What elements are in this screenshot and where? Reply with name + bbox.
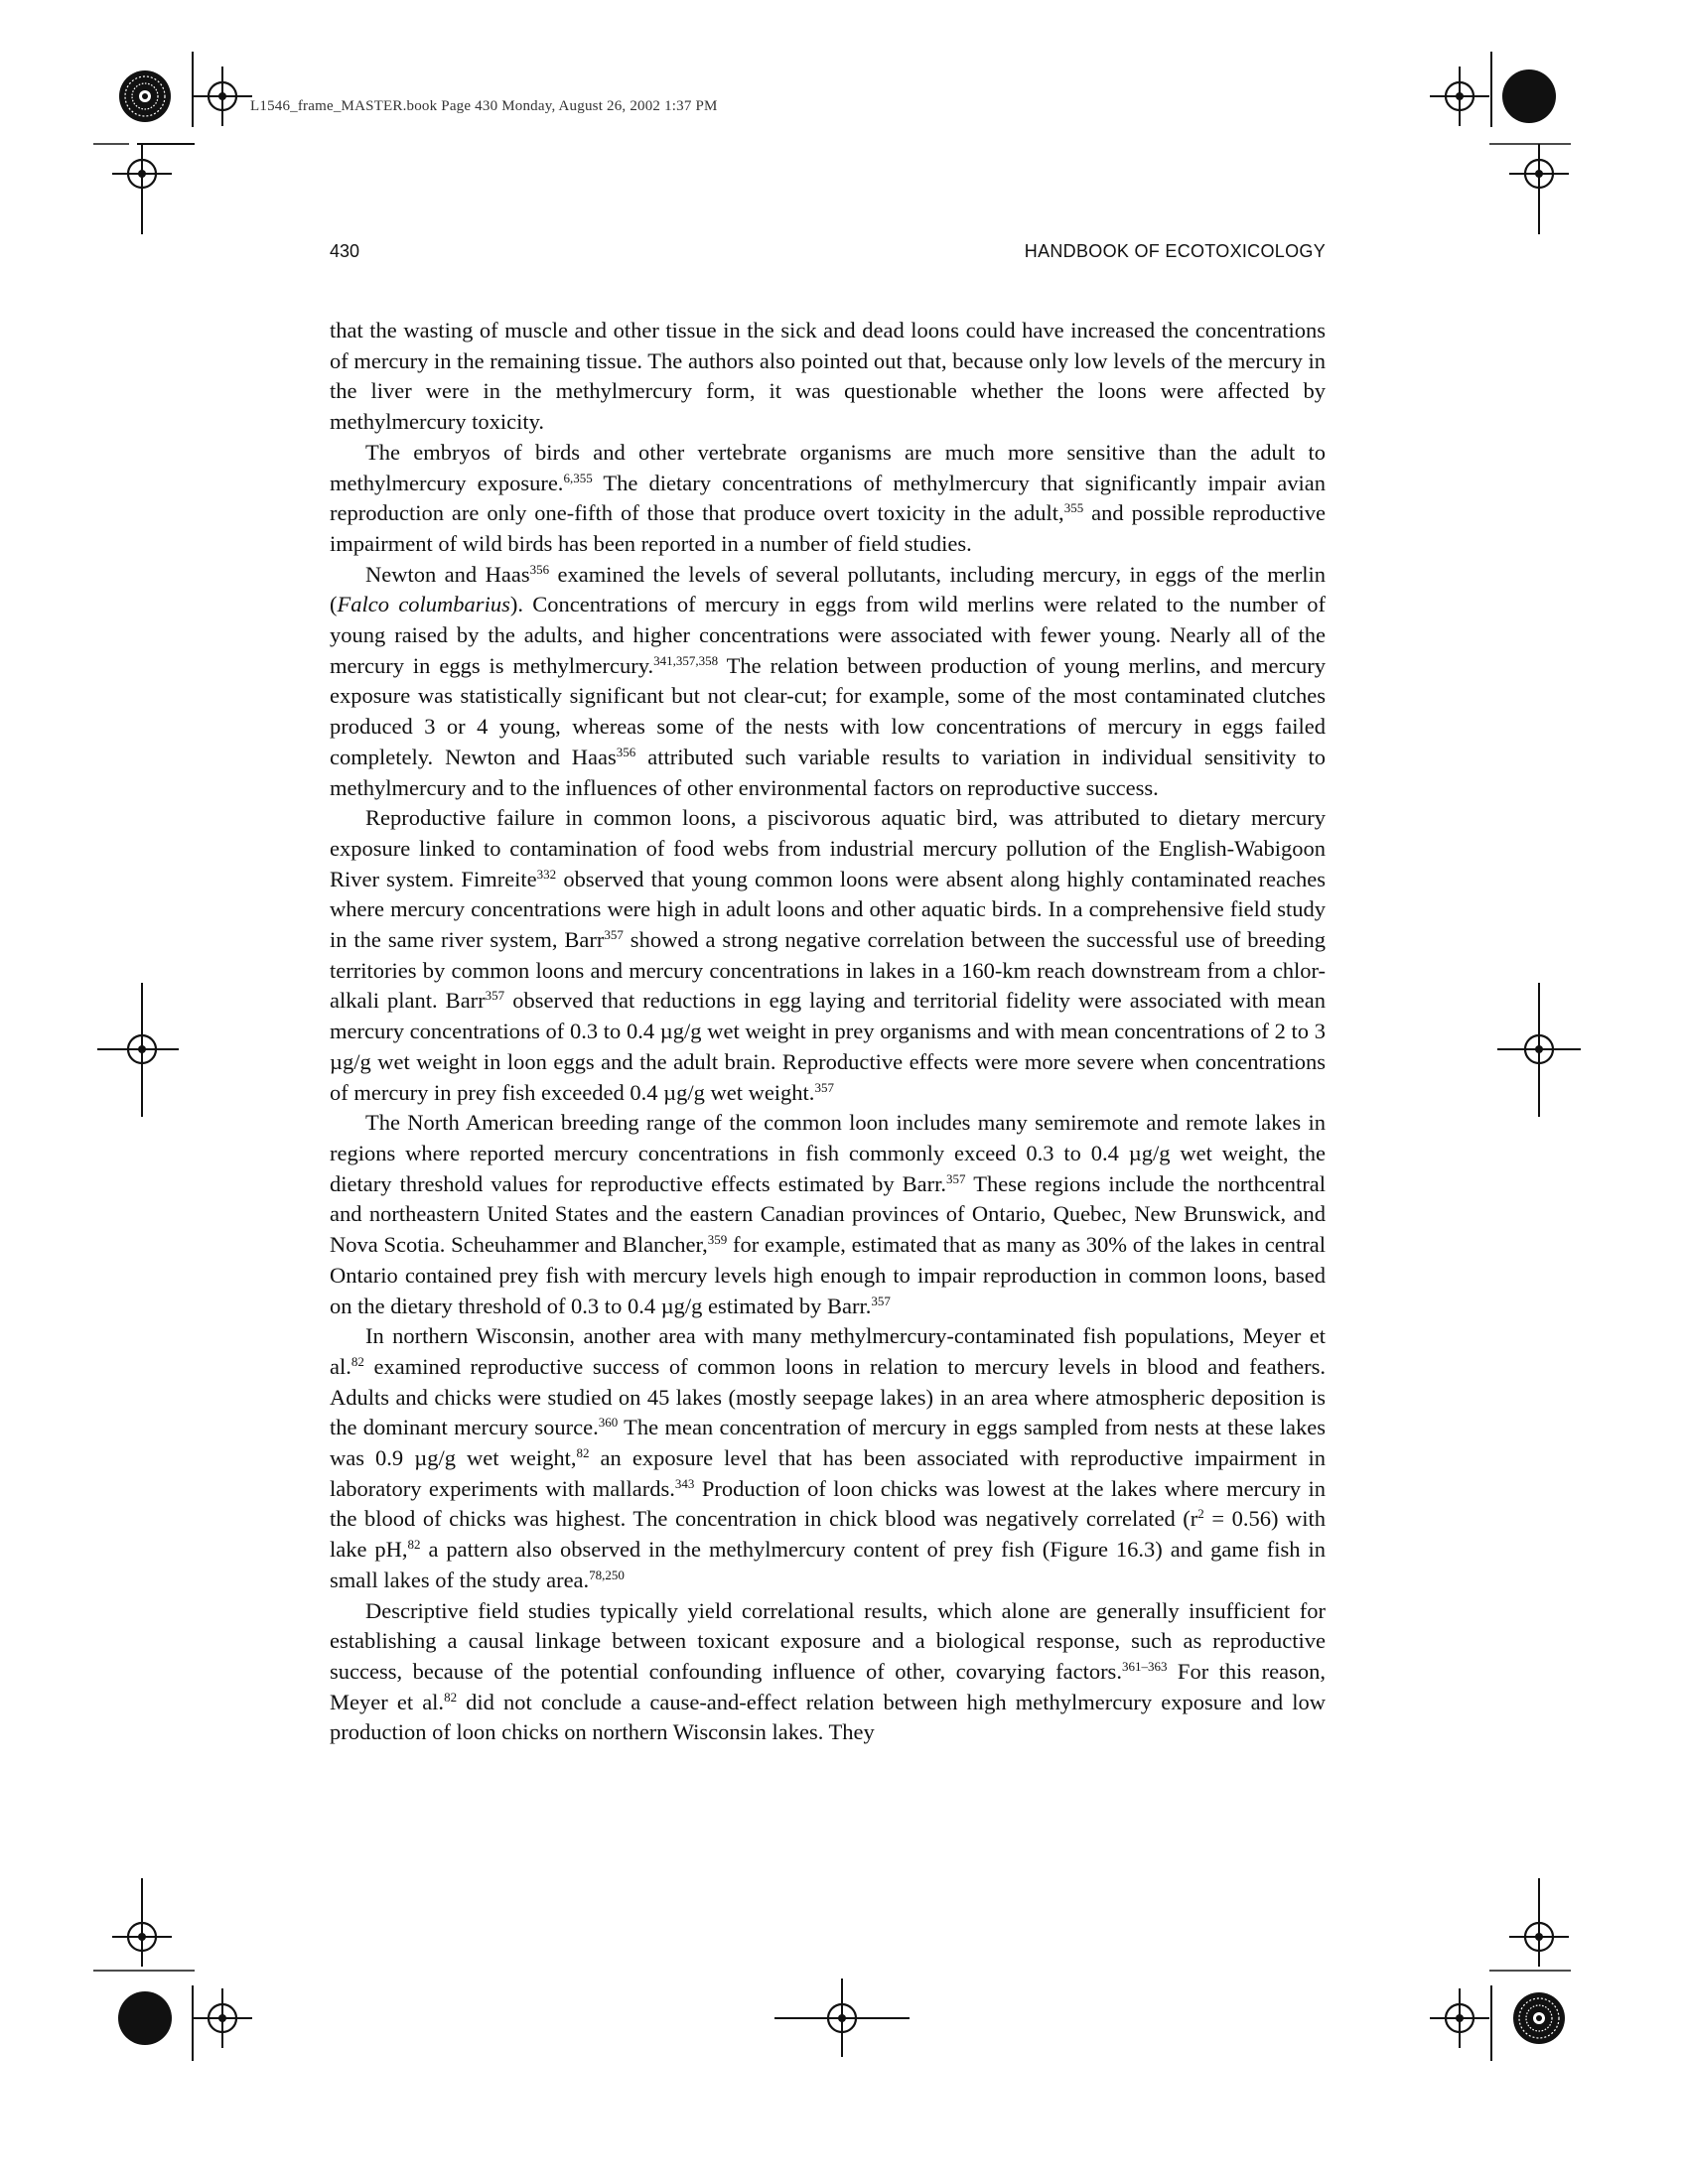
- text-run: The dietary concentrations of methylmercury that significantly impair avian reproduction are only one-fifth of those that produce overt toxicity in the adult,: [330, 470, 1327, 526]
- paragraph-4: [330, 803, 1326, 1108]
- text-run: showed a strong negative correlation between the successful use of breeding territories by common loons and mercury concentrations in lakes in a 160-km reach downstream from a chlor-alkali plant. Barr: [330, 927, 1326, 1014]
- text-run: did not conclude a cause-and-effect relation between high methylmercury exposure and low production of loon chicks on northern Wisconsin lakes. They: [330, 1689, 1326, 1745]
- registration-target-icon: [193, 67, 252, 126]
- citation-reference: 78,250: [589, 1567, 625, 1582]
- text-run: ). Concentrations of mercury in eggs from wild merlins were related to the number of young raised by the adults, and higher concentrations were associated with fewer young. Nearly all of the mercury in eggs is methylmercury.: [330, 592, 1326, 678]
- paragraph-6: [330, 1321, 1326, 1595]
- text-run: The mean concentration of mercury in eggs sampled from nests at these lakes was 0.9 µg/g wet weight,: [330, 1415, 1326, 1471]
- text-run: These regions include the northcentral and northeastern United States and the eastern Canadian provinces of Ontario, Quebec, New Brunswick, and Nova Scotia. Scheuhammer and Blancher,: [330, 1170, 1327, 1258]
- page-number: 430: [330, 241, 360, 261]
- text-run: The embryos of birds and other vertebrate organisms are much more sensitive than the adult to methylmercury exposure.: [330, 439, 1326, 495]
- text-run: The relation between production of young merlins, and mercury exposure was statistically significant but not clear-cut; for example, some of the most contaminated clutches produced 3 or 4 young, whereas some of the nests with low concentrations of mercury in eggs failed completely. Newton and Haas: [330, 652, 1326, 769]
- citation-reference: 357: [871, 1293, 891, 1308]
- citation-reference: 341,357,358: [653, 652, 719, 668]
- text-run: observed that reductions in egg laying and territorial fidelity were associated with mean mercury concentrations of 0.3 to 0.4 µg/g wet weight in prey organisms and with mean concentrations of 2 to 3 µg/g wet weight in loon eggs and the adult brain. Reproductive effects were more severe when concentrations of mercury in prey fish exceeded 0.4 µg/g wet weight.: [330, 988, 1326, 1105]
- text-run: Reproductive failure in common loons, a piscivorous aquatic bird, was attributed to dietary mercury exposure linked to contamination of food webs from industrial mercury pollution of the English-Wabigoon River system. Fimreite: [330, 805, 1326, 891]
- citation-reference: 6,355: [563, 470, 593, 485]
- text-run: for example, estimated that as many as 30% of the lakes in central Ontario contained prey fish with mercury levels high enough to impair reproduction in common loons, based on the dietary threshold of 0.3 to 0.4 µg/g estimated by Barr.: [330, 1232, 1326, 1318]
- book-title: HANDBOOK OF ECOTOXICOLOGY: [1024, 241, 1326, 261]
- text-run: and possible reproductive impairment of wild birds has been reported in a number of field studies.: [330, 500, 1327, 556]
- text-run: For this reason, Meyer et al.: [330, 1658, 1326, 1714]
- citation-reference: 82: [444, 1689, 458, 1705]
- citation-reference: 357: [485, 988, 505, 1004]
- running-head: [330, 241, 1326, 269]
- text-run: a pattern also observed in the methylmercury content of prey fish (Figure 16.3) and game fish in small lakes of the study area.: [330, 1537, 1326, 1592]
- citation-reference: 357: [946, 1170, 966, 1186]
- citation-reference: 361–363: [1121, 1658, 1168, 1674]
- citation-reference: 357: [604, 927, 624, 943]
- color-registration-icon: [119, 70, 171, 122]
- citation-reference: 2: [1197, 1506, 1204, 1522]
- citation-reference: 355: [1063, 500, 1084, 516]
- registration-target-icon: [1430, 67, 1489, 126]
- paragraph-2: [330, 438, 1326, 560]
- text-run: Newton and Haas: [365, 561, 530, 587]
- color-registration-icon: [1513, 1992, 1565, 2044]
- text-run: observed that young common loons were absent along highly contaminated reaches where mercury concentrations were high in adult loons and other aquatic birds. In a comprehensive field study in the same river system, Barr: [330, 866, 1326, 953]
- paragraph-1: [330, 316, 1326, 438]
- text-run: In northern Wisconsin, another area with many methylmercury-contaminated fish populations, Meyer et al.: [330, 1323, 1326, 1379]
- registration-target-icon: [193, 1988, 252, 2048]
- solid-registration-dot-icon: [118, 1991, 172, 2045]
- text-run: examined reproductive success of common loons in relation to mercury levels in blood and feathers. Adults and chicks were studied on 45 lakes (mostly seepage lakes) in an area where atmospheric deposition is the dominant mercury source.: [330, 1353, 1326, 1440]
- paragraph-3: [330, 560, 1326, 804]
- citation-reference: 356: [529, 561, 550, 577]
- citation-reference: 82: [351, 1353, 364, 1369]
- paragraph-5: [330, 1108, 1326, 1321]
- registration-target-icon: [1430, 1988, 1489, 2048]
- paragraph-7: [330, 1596, 1326, 1749]
- text-run: an exposure level that has been associated with reproductive impairment in laboratory experiments with mallards.: [330, 1445, 1326, 1501]
- text-run: attributed such variable results to variation in individual sensitivity to methylmercury and to the influences of other environmental factors on reproductive success.: [330, 744, 1326, 800]
- text-run: examined the levels of several pollutants, including mercury, in eggs of the merlin (: [330, 561, 1327, 617]
- citation-reference: 82: [576, 1445, 590, 1461]
- citation-reference: 357: [814, 1079, 834, 1095]
- species-name: Falco columbarius: [337, 592, 510, 617]
- citation-reference: 343: [674, 1475, 695, 1491]
- citation-reference: 360: [598, 1415, 619, 1431]
- solid-registration-dot-icon: [1502, 69, 1556, 123]
- citation-reference: 356: [616, 744, 636, 759]
- body-text: [330, 316, 1326, 1748]
- print-slug: L1546_frame_MASTER.book Page 430 Monday, August 26, 2002 1:37 PM: [250, 98, 718, 114]
- text-run: Descriptive field studies typically yield correlational results, which alone are generally insufficient for establishing a causal linkage between toxicant exposure and a biological response, such as reproductive success, because of the potential confounding influence of other, covarying factors.: [330, 1597, 1326, 1684]
- citation-reference: 82: [407, 1537, 421, 1553]
- text-run: Production of loon chicks was lowest at the lakes where mercury in the blood of chicks was highest. The concentration in chick blood was negatively correlated (r: [330, 1475, 1326, 1532]
- text-run: = 0.56) with lake pH,: [330, 1506, 1326, 1563]
- text-run: that the wasting of muscle and other tissue in the sick and dead loons could have increased the concentrations of mercury in the remaining tissue. The authors also pointed out that, because only low levels of the mercury in the liver were in the methylmercury form, it was questionable whether the loons were affected by methylmercury toxicity.: [330, 318, 1326, 435]
- text-run: The North American breeding range of the common loon includes many semiremote and remote lakes in regions where reported mercury concentrations in fish commonly exceed 0.3 to 0.4 µg/g wet weight, the dietary threshold values for reproductive effects estimated by Barr.: [330, 1110, 1326, 1196]
- citation-reference: 359: [707, 1232, 728, 1248]
- citation-reference: 332: [536, 866, 557, 882]
